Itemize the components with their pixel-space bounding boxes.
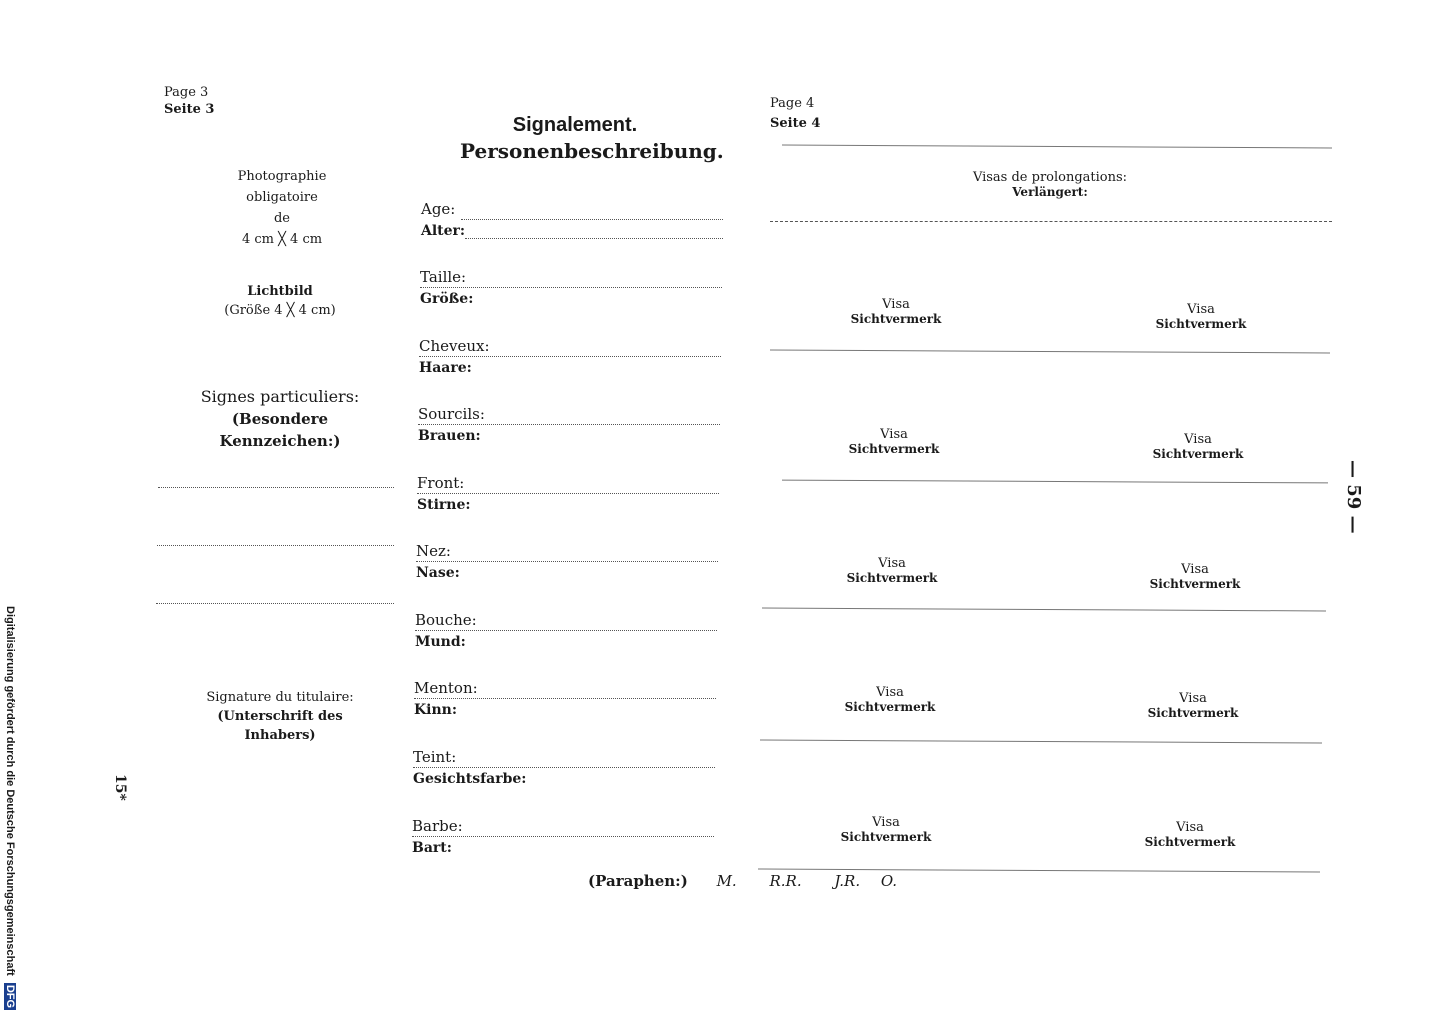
field-label-fr: Barbe:	[412, 817, 463, 835]
title-de: Personenbeschreibung.	[460, 139, 724, 163]
page-number-de: Seite 3	[164, 102, 215, 117]
signes-line-1	[158, 487, 394, 488]
field-sourcils	[418, 405, 728, 449]
field-label-de: Brauen:	[418, 428, 481, 444]
field-label-fr: Taille:	[420, 268, 467, 286]
page-number-fr: Page 3	[164, 85, 209, 100]
field-barbe	[412, 817, 722, 861]
field-label-de: Haare:	[419, 360, 472, 376]
photo-de-line-1: Lichtbild	[247, 284, 313, 299]
field-cheveux	[419, 337, 729, 381]
field-teint	[413, 748, 723, 792]
field-front	[417, 474, 727, 518]
visa-de: Sichtvermerk	[844, 700, 936, 714]
paraphen-row	[588, 872, 897, 890]
visa-de: Sichtvermerk	[1155, 317, 1247, 331]
visa-stamp	[1138, 432, 1258, 462]
right-page-number	[770, 94, 820, 134]
signature-fr: Signature du titulaire:	[206, 690, 354, 705]
visa-fr: Visa	[882, 297, 910, 312]
visa-de: Sichtvermerk	[1152, 447, 1244, 461]
visa-de: Sichtvermerk	[850, 312, 942, 326]
field-age	[421, 200, 731, 244]
photo-de-line-2: (Größe 4 ╳ 4 cm)	[224, 303, 336, 318]
signes-de: (Besondere Kennzeichen:)	[219, 410, 341, 450]
field-line	[419, 356, 721, 357]
field-label-de: Nase:	[416, 565, 460, 581]
field-label-fr: Age:	[421, 200, 456, 218]
visa-stamp	[1133, 691, 1253, 721]
visa-stamp	[826, 815, 946, 845]
signature-block	[180, 688, 380, 745]
title-fr: Signalement.	[512, 114, 638, 136]
rule-line	[770, 350, 1330, 354]
visa-fr: Visa	[1181, 562, 1209, 577]
photo-box-de	[200, 282, 360, 320]
visa-de: Sichtvermerk	[848, 442, 940, 456]
paraphen-initial: M.	[716, 872, 737, 890]
visa-stamp	[832, 556, 952, 586]
rule-line	[770, 221, 1332, 222]
signes-line-2	[157, 545, 394, 546]
field-label-fr: Cheveux:	[419, 337, 490, 355]
prolongations-fr: Visas de prolongations:	[972, 170, 1128, 185]
field-line	[465, 238, 723, 239]
field-line	[413, 767, 715, 768]
side-page-number: — 59 —	[1343, 460, 1364, 534]
field-line	[412, 836, 714, 837]
page-number-de: Seite 4	[770, 116, 821, 131]
visa-fr: Visa	[1176, 820, 1204, 835]
signalement-title	[460, 112, 724, 164]
signes-fr: Signes particuliers:	[200, 387, 360, 406]
photo-line-4: 4 cm ╳ 4 cm	[241, 232, 323, 247]
field-label-de: Alter:	[421, 223, 466, 239]
credit-text: Digitalisierung gefördert durch die Deutsche Forschungsgemeinschaft	[4, 606, 16, 976]
visa-stamp	[1141, 302, 1261, 332]
rule-line	[782, 480, 1328, 484]
visa-fr: Visa	[880, 427, 908, 442]
visa-fr: Visa	[872, 815, 900, 830]
dfg-logo: DFG	[4, 984, 16, 1009]
field-label-de: Bart:	[412, 840, 452, 856]
prolongations-heading	[940, 170, 1160, 200]
field-taille	[420, 268, 730, 312]
visa-stamp	[836, 297, 956, 327]
field-label-fr: Bouche:	[415, 611, 477, 629]
field-label-de: Stirne:	[417, 497, 471, 513]
left-page-number	[164, 84, 214, 118]
rule-line	[782, 145, 1332, 149]
field-label-de: Kinn:	[414, 702, 458, 718]
field-label-de: Gesichtsfarbe:	[413, 771, 527, 787]
visa-fr: Visa	[1184, 432, 1212, 447]
photo-line-1: Photographie	[237, 169, 327, 184]
paraphen-initial: J.R.	[834, 872, 861, 890]
field-menton	[414, 679, 724, 723]
photo-box	[200, 166, 364, 250]
visa-fr: Visa	[1179, 691, 1207, 706]
field-line	[414, 698, 716, 699]
field-label-fr: Menton:	[414, 679, 478, 697]
visa-de: Sichtvermerk	[846, 571, 938, 585]
field-line	[417, 493, 719, 494]
digitization-credit	[4, 606, 16, 1010]
paraphen-label: (Paraphen:)	[588, 872, 688, 890]
field-line	[415, 630, 717, 631]
photo-line-3: de	[273, 211, 290, 226]
visa-fr: Visa	[876, 685, 904, 700]
field-line	[420, 287, 722, 288]
rule-line	[762, 608, 1326, 612]
field-line	[416, 561, 718, 562]
field-label-fr: Nez:	[416, 542, 451, 560]
field-label-fr: Teint:	[413, 748, 457, 766]
visa-de: Sichtvermerk	[1149, 577, 1241, 591]
signes-line-3	[156, 603, 394, 604]
field-bouche	[415, 611, 725, 655]
paraphen-initial: R.R.	[769, 872, 802, 890]
page-number-fr: Page 4	[770, 96, 815, 111]
rule-line	[760, 740, 1322, 744]
visa-stamp	[834, 427, 954, 457]
visa-stamp	[1130, 820, 1250, 850]
field-line	[461, 219, 723, 220]
visa-fr: Visa	[878, 556, 906, 571]
signes-particuliers	[180, 386, 380, 452]
photo-line-2: obligatoire	[246, 190, 318, 205]
visa-fr: Visa	[1187, 302, 1215, 317]
visa-stamp	[1135, 562, 1255, 592]
visa-de: Sichtvermerk	[1144, 835, 1236, 849]
visa-de: Sichtvermerk	[1147, 706, 1239, 720]
prolongations-de: Verlängert:	[1012, 185, 1088, 199]
field-label-fr: Sourcils:	[418, 405, 485, 423]
field-label-de: Mund:	[415, 634, 466, 650]
field-line	[418, 424, 720, 425]
visa-stamp	[830, 685, 950, 715]
sheet-number: 15*	[112, 774, 128, 801]
visa-de: Sichtvermerk	[840, 830, 932, 844]
field-label-de: Größe:	[420, 291, 474, 307]
field-label-fr: Front:	[417, 474, 465, 492]
paraphen-initial: O.	[880, 872, 898, 890]
signature-de: (Unterschrift des Inhabers)	[217, 709, 343, 743]
field-nez	[416, 542, 726, 586]
